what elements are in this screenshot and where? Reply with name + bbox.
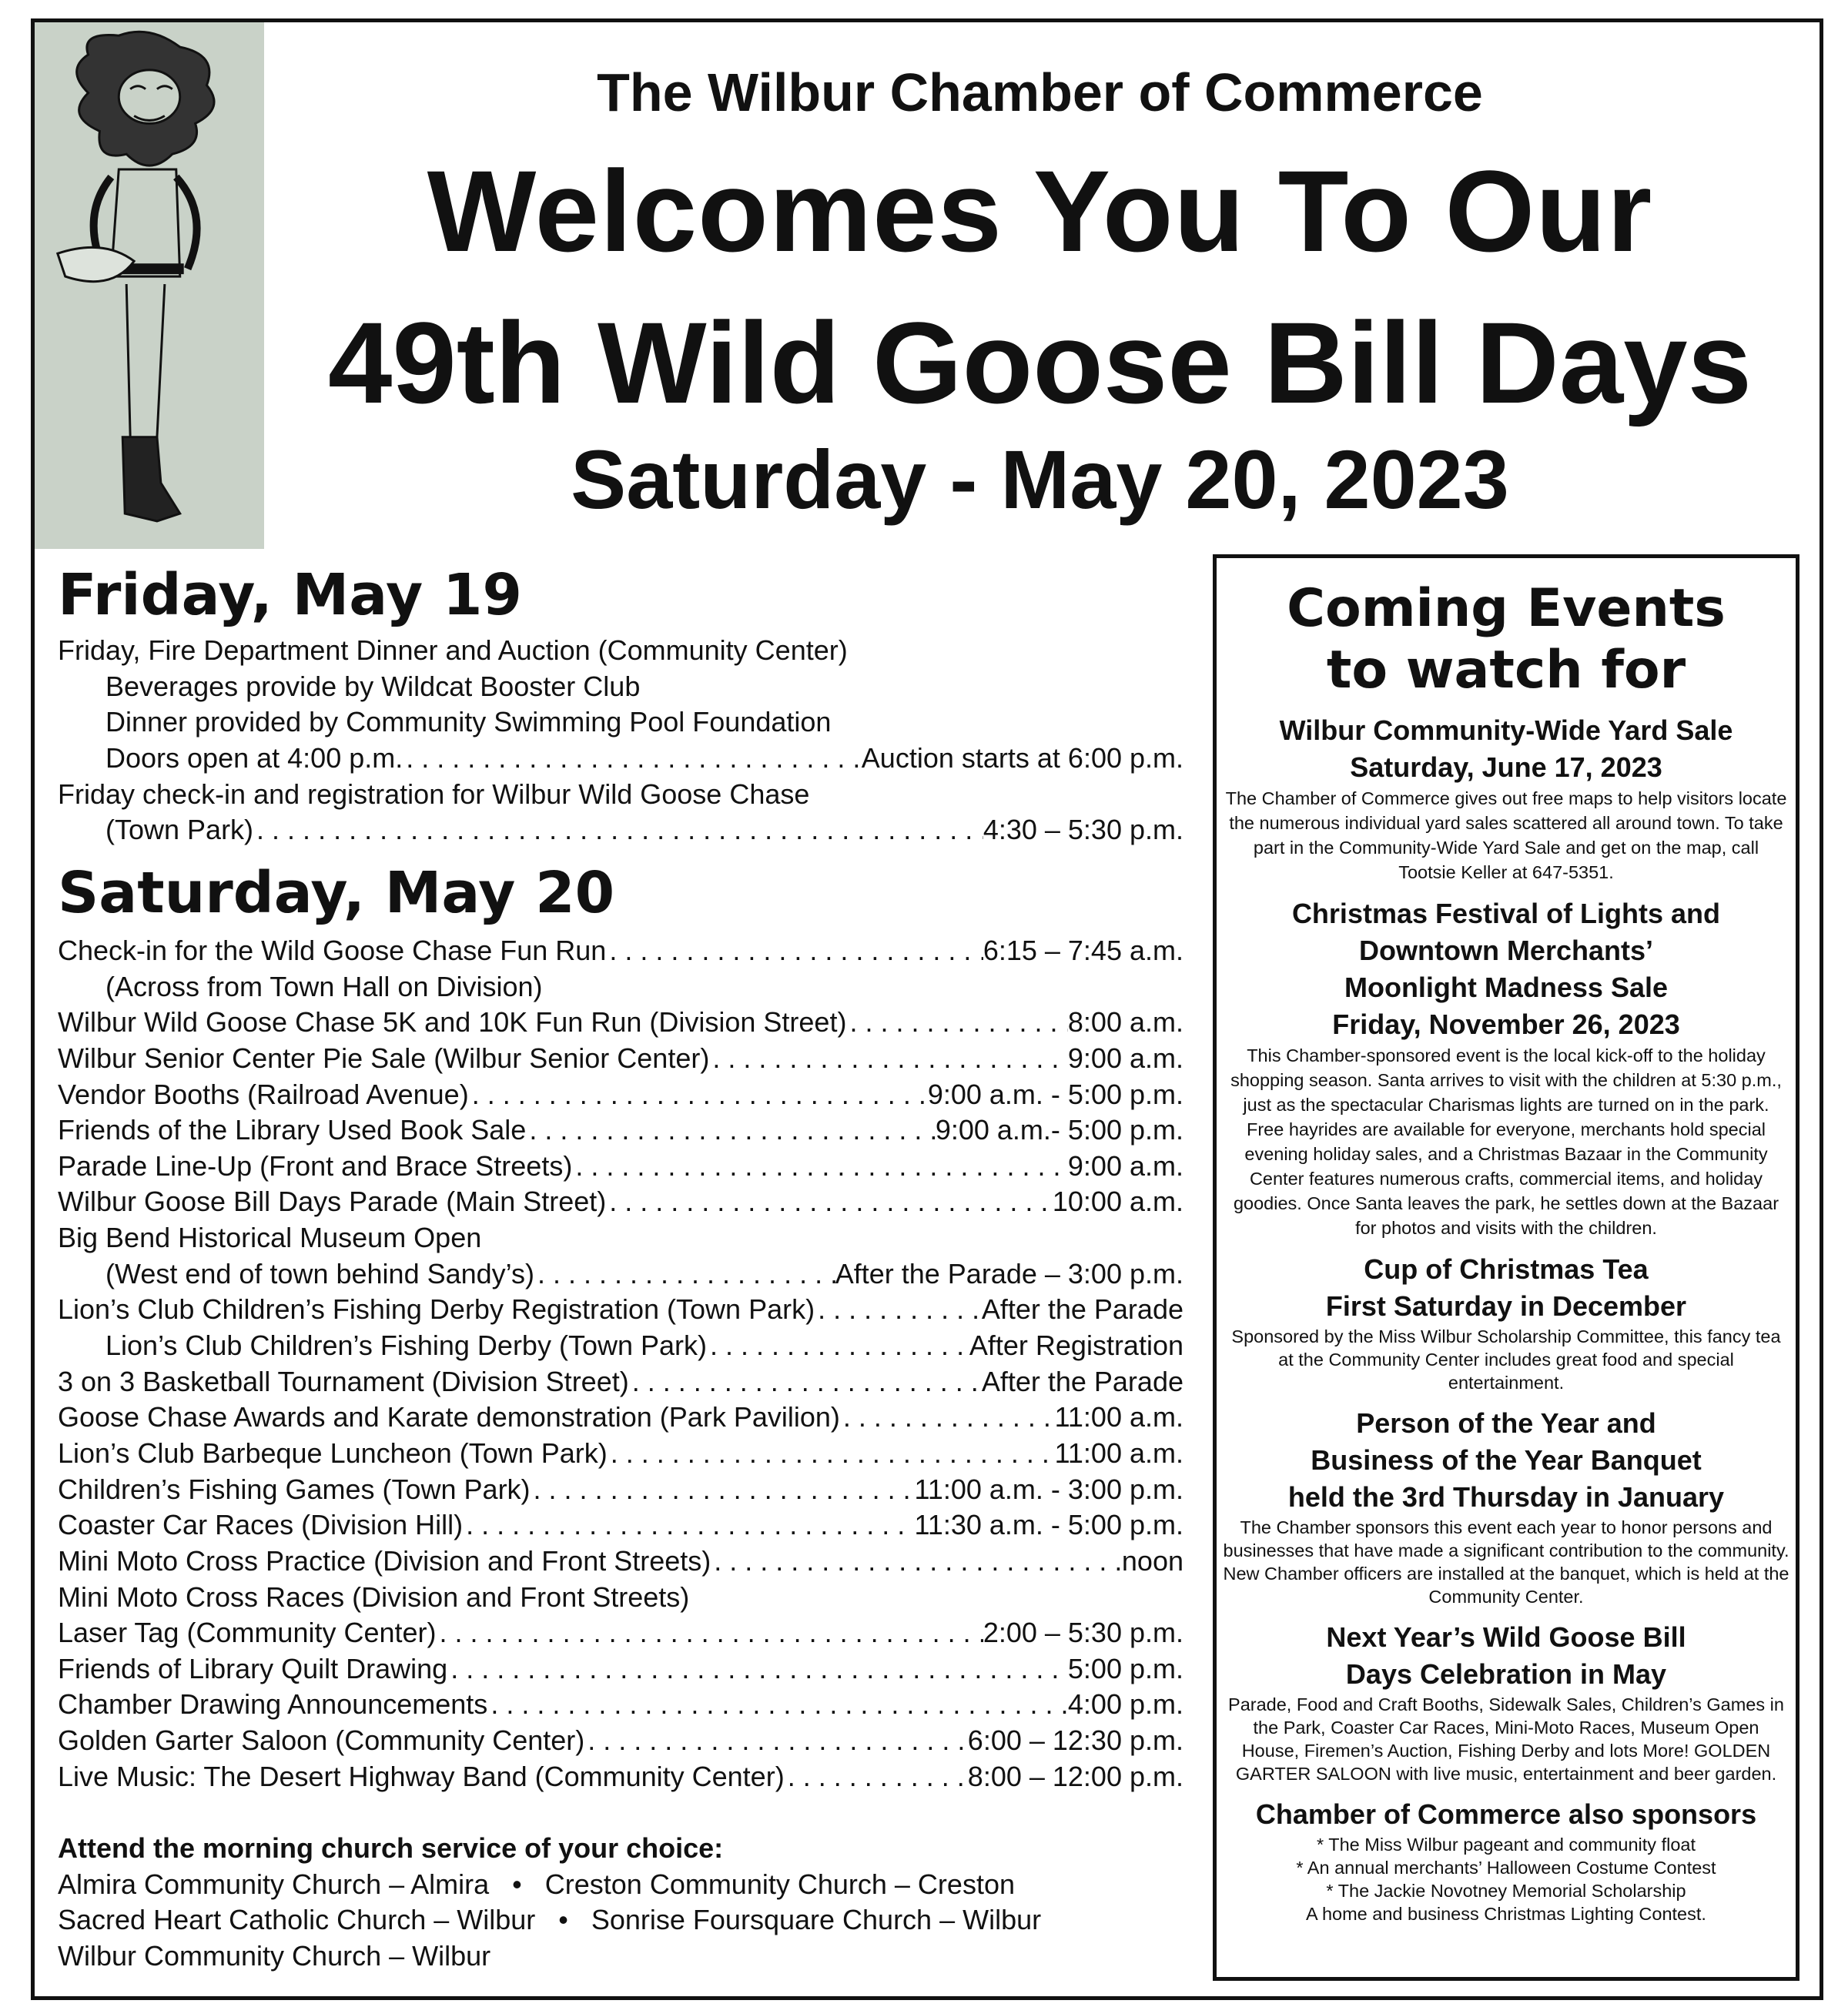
event-label: Dinner provided by Community Swimming Pool Foundation	[105, 706, 832, 738]
coming-event	[1217, 712, 1796, 885]
event-label: Wilbur Senior Center Pie Sale (Wilbur Senior Center)	[58, 1042, 710, 1074]
coming-event-description: The Chamber sponsors this event each year to honor persons and businesses that have made a significant contribution to the community. New Chamber officers are installed at the banquet, which is held at the Community Center.	[1223, 1517, 1789, 1607]
schedule-row	[58, 1507, 1183, 1544]
event-time: Auction starts at 6:00 p.m.	[861, 741, 1183, 774]
schedule-row	[58, 1112, 1183, 1149]
schedule-row	[58, 1149, 1183, 1185]
event-label: (Across from Town Hall on Division)	[105, 970, 543, 1002]
dot-leader	[840, 1400, 1055, 1436]
event-time: After the Parade	[981, 1293, 1183, 1326]
event-label: Beverages provide by Wildcat Booster Club	[105, 670, 641, 702]
dot-leader	[785, 1759, 968, 1795]
schedule-row	[58, 1580, 1183, 1616]
schedule-row	[58, 1041, 1183, 1077]
event-label: Lion’s Club Children’s Fishing Derby Registration (Town Park)	[58, 1293, 815, 1326]
schedule-row	[58, 1615, 1183, 1651]
event-time: 6:00 – 12:30 p.m.	[967, 1724, 1183, 1757]
dot-leader	[437, 1615, 983, 1651]
coming-event-description: Sponsored by the Miss Wilbur Scholarship Committee, this fancy tea at the Community Center includes great food and special entertainment.	[1231, 1326, 1781, 1393]
church-line: Sacred Heart Catholic Church – Wilbur • Sonrise Foursquare Church – Wilbur	[58, 1904, 1042, 1936]
church-line: Almira Community Church – Almira • Creston Community Church – Creston	[58, 1868, 1015, 1900]
coming-event	[1217, 1251, 1796, 1394]
dot-leader	[526, 1112, 936, 1149]
event-label: Laser Tag (Community Center)	[58, 1617, 437, 1649]
dot-leader	[487, 1687, 1068, 1723]
event-label: Vendor Booths (Railroad Avenue)	[58, 1078, 469, 1110]
event-label: Lion’s Club Children’s Fishing Derby (Town Park)	[105, 1330, 707, 1362]
dot-leader	[584, 1723, 968, 1759]
event-time: 11:30 a.m. - 5:00 p.m.	[914, 1509, 1183, 1541]
dot-leader	[531, 1472, 915, 1508]
event-time: 8:00 a.m.	[1067, 1006, 1183, 1039]
event-time: 2:00 – 5:30 p.m.	[983, 1617, 1183, 1649]
event-label: Goose Chase Awards and Karate demonstration (Park Pavilion)	[58, 1401, 840, 1433]
event-label: Friday check-in and registration for Wilbur Wild Goose Chase	[58, 778, 810, 810]
event-label: (Town Park)	[105, 814, 254, 846]
schedule-row	[58, 669, 1183, 705]
schedule-row	[58, 1256, 1183, 1293]
saturday-heading: Saturday, May 20	[58, 860, 615, 926]
schedule-row	[58, 1759, 1183, 1795]
event-label: Doors open at 4:00 p.m.	[105, 741, 403, 774]
schedule-row	[58, 1472, 1183, 1508]
dot-leader	[469, 1077, 928, 1113]
coming-events-title-line: to watch for	[1326, 640, 1686, 701]
coming-events-list	[1217, 712, 1796, 1785]
event-time: 9:00 a.m. - 5:00 p.m.	[927, 1078, 1183, 1110]
coming-event-heading-line: Christmas Festival of Lights and	[1291, 898, 1721, 929]
event-label: Friends of Library Quilt Drawing	[58, 1652, 448, 1684]
coming-event-heading-line: Saturday, June 17, 2023	[1350, 751, 1662, 783]
sponsor-item: * An annual merchants’ Halloween Costume Contest	[1296, 1858, 1716, 1878]
coming-event-heading	[1217, 895, 1796, 1043]
dot-leader	[447, 1651, 1068, 1688]
coming-event-heading-line: Downtown Merchants’	[1358, 935, 1653, 966]
event-time: 5:00 p.m.	[1067, 1652, 1183, 1684]
dot-leader	[709, 1041, 1068, 1077]
event-time: noon	[1121, 1544, 1183, 1577]
schedule-row	[58, 1220, 1183, 1256]
event-time: After the Parade – 3:00 p.m.	[835, 1257, 1183, 1289]
dot-leader	[572, 1149, 1068, 1185]
schedule-row	[58, 633, 1183, 669]
coming-event	[1217, 1619, 1796, 1785]
dot-leader	[608, 1436, 1055, 1472]
coming-event-heading	[1217, 1619, 1796, 1693]
schedule-row	[58, 1651, 1183, 1688]
event-time: After Registration	[969, 1330, 1183, 1362]
schedule-row	[58, 969, 1183, 1005]
event-label: (West end of town behind Sandy’s)	[105, 1257, 534, 1289]
coming-events-title	[1217, 578, 1796, 701]
schedule-row	[58, 933, 1183, 969]
event-label: Wilbur Wild Goose Chase 5K and 10K Fun Run (Division Street)	[58, 1006, 847, 1039]
event-label: Golden Garter Saloon (Community Center)	[58, 1724, 585, 1757]
event-label: 3 on 3 Basketball Tournament (Division Street)	[58, 1365, 629, 1397]
sponsor-item: A home and business Christmas Lighting Contest.	[1306, 1904, 1706, 1924]
schedule-row	[58, 741, 1183, 777]
coming-event-heading-line: Friday, November 26, 2023	[1332, 1009, 1680, 1040]
coming-event-description: The Chamber of Commerce gives out free maps to help visitors locate the numerous individual yard sales scattered all around town. To take part in the Community-Wide Yard Sale and get on the map, call Tootsie Keller at 647-5351.	[1225, 788, 1787, 882]
event-date: Saturday - May 20, 2023	[571, 433, 1509, 526]
friday-heading: Friday, May 19	[58, 562, 522, 628]
friday-schedule	[58, 633, 1183, 848]
coming-event-heading-line: Cup of Christmas Tea	[1364, 1253, 1649, 1285]
sponsors-heading: Chamber of Commerce also sponsors	[1255, 1798, 1757, 1830]
dot-leader	[629, 1364, 982, 1400]
headline-welcome: Welcomes You To Our	[427, 146, 1653, 276]
event-label: Mini Moto Cross Practice (Division and Front Streets)	[58, 1544, 711, 1577]
event-time: 9:00 a.m.- 5:00 p.m.	[935, 1114, 1183, 1146]
dot-leader	[253, 812, 983, 848]
event-label: Check-in for the Wild Goose Chase Fun Run	[58, 935, 607, 966]
saturday-schedule	[58, 933, 1183, 1795]
dot-leader	[846, 1005, 1067, 1041]
event-time: 11:00 a.m.	[1054, 1401, 1183, 1433]
dot-leader	[534, 1256, 835, 1293]
headline-event: 49th Wild Goose Bill Days	[327, 298, 1753, 427]
event-label: Wilbur Goose Bill Days Parade (Main Street)	[58, 1186, 607, 1218]
coming-event	[1217, 1405, 1796, 1608]
sponsor-item: * The Jackie Novotney Memorial Scholarship	[1326, 1881, 1686, 1901]
event-time: 4:30 – 5:30 p.m.	[983, 814, 1183, 846]
dot-leader	[463, 1507, 914, 1544]
event-label: Parade Line-Up (Front and Brace Streets)	[58, 1149, 573, 1182]
event-time: After the Parade	[981, 1365, 1183, 1397]
dot-leader	[606, 933, 983, 969]
dot-leader	[711, 1544, 1122, 1580]
event-time: 9:00 a.m.	[1067, 1042, 1183, 1074]
coming-event-heading-line: held the 3rd Thursday in January	[1287, 1481, 1725, 1513]
schedule-row	[58, 1328, 1183, 1364]
coming-event-heading	[1217, 712, 1796, 786]
coming-event-heading	[1217, 1251, 1796, 1325]
schedule-row	[58, 1723, 1183, 1759]
event-time: 10:00 a.m.	[1052, 1186, 1183, 1218]
event-label: Big Bend Historical Museum Open	[58, 1222, 482, 1254]
event-label: Lion’s Club Barbeque Luncheon (Town Park)	[58, 1437, 608, 1469]
coming-event-heading-line: Days Celebration in May	[1345, 1658, 1667, 1690]
schedule-row	[58, 1544, 1183, 1580]
chamber-name: The Wilbur Chamber of Commerce	[597, 62, 1483, 122]
schedule-row	[58, 1364, 1183, 1400]
wild-goose-bill-illustration	[35, 22, 264, 549]
schedule-row	[58, 704, 1183, 741]
schedule-row	[58, 1687, 1183, 1723]
cartoon-figure-icon	[35, 22, 264, 549]
schedule-row	[58, 1184, 1183, 1220]
dot-leader	[606, 1184, 1053, 1220]
church-heading: Attend the morning church service of your choice:	[58, 1832, 724, 1864]
event-time: 11:00 a.m. - 3:00 p.m.	[914, 1473, 1183, 1505]
church-services	[58, 1831, 1041, 1975]
event-time: 6:15 – 7:45 a.m.	[983, 935, 1183, 966]
church-line: Wilbur Community Church – Wilbur	[58, 1939, 491, 1972]
coming-events-title-line: Coming Events	[1287, 578, 1726, 639]
schedule-row	[58, 777, 1183, 813]
schedule-row	[58, 812, 1183, 848]
coming-event-heading-line: Next Year’s Wild Goose Bill	[1326, 1621, 1686, 1653]
coming-event-description: Parade, Food and Craft Booths, Sidewalk Sales, Children’s Games in the Park, Coaster Car Races, Mini-Moto Races, Museum Open House, Firemen’s Auction, Fishing Derby and lots More! GOLDEN GARTER SALOON with live music, entertainment and beer garden.	[1228, 1694, 1784, 1784]
event-label: Friends of the Library Used Book Sale	[58, 1114, 527, 1146]
coming-event	[1217, 895, 1796, 1240]
sponsors-section	[1217, 1796, 1796, 1925]
event-label: Friday, Fire Department Dinner and Auction (Community Center)	[58, 634, 848, 666]
schedule-row	[58, 1005, 1183, 1041]
event-label: Live Music: The Desert Highway Band (Community Center)	[58, 1760, 785, 1792]
event-label: Chamber Drawing Announcements	[58, 1688, 488, 1721]
dot-leader	[707, 1328, 969, 1364]
coming-event-heading	[1217, 1405, 1796, 1516]
coming-events-box	[1213, 554, 1799, 1981]
coming-event-heading-line: Business of the Year Banquet	[1311, 1444, 1702, 1476]
schedule-row	[58, 1292, 1183, 1328]
event-time: 4:00 p.m.	[1067, 1688, 1183, 1721]
coming-event-heading-line: First Saturday in December	[1325, 1290, 1687, 1322]
event-time: 11:00 a.m.	[1054, 1437, 1183, 1469]
coming-event-heading-line: Person of the Year and	[1356, 1407, 1656, 1439]
schedule-row	[58, 1436, 1183, 1472]
event-time: 9:00 a.m.	[1067, 1149, 1183, 1182]
coming-event-description: This Chamber-sponsored event is the local kick-off to the holiday shopping season. Santa arrives to visit with the children at 5:30 p.m., just as the spectacular Charismas lights are turned on in the park. Free hayrides are available for everyone, merchants hold special evening holiday sales, and a Christmas Bazaar in the Community Center features numerous crafts, commercial items, and holiday goodies. Once Santa leaves the park, he settles down at the Bazaar for photos and visits with the children.	[1230, 1045, 1782, 1238]
coming-event-heading-line: Wilbur Community-Wide Yard Sale	[1279, 714, 1733, 746]
event-label: Children’s Fishing Games (Town Park)	[58, 1473, 531, 1505]
event-time: 8:00 – 12:00 p.m.	[967, 1760, 1183, 1792]
schedule-row	[58, 1400, 1183, 1436]
dot-leader	[815, 1292, 982, 1328]
event-label: Mini Moto Cross Races (Division and Front Streets)	[58, 1581, 690, 1613]
coming-event-heading-line: Moonlight Madness Sale	[1344, 972, 1669, 1003]
dot-leader	[403, 741, 862, 777]
sponsor-item: * The Miss Wilbur pageant and community float	[1317, 1835, 1696, 1855]
event-label: Coaster Car Races (Division Hill)	[58, 1509, 464, 1541]
schedule-row	[58, 1077, 1183, 1113]
